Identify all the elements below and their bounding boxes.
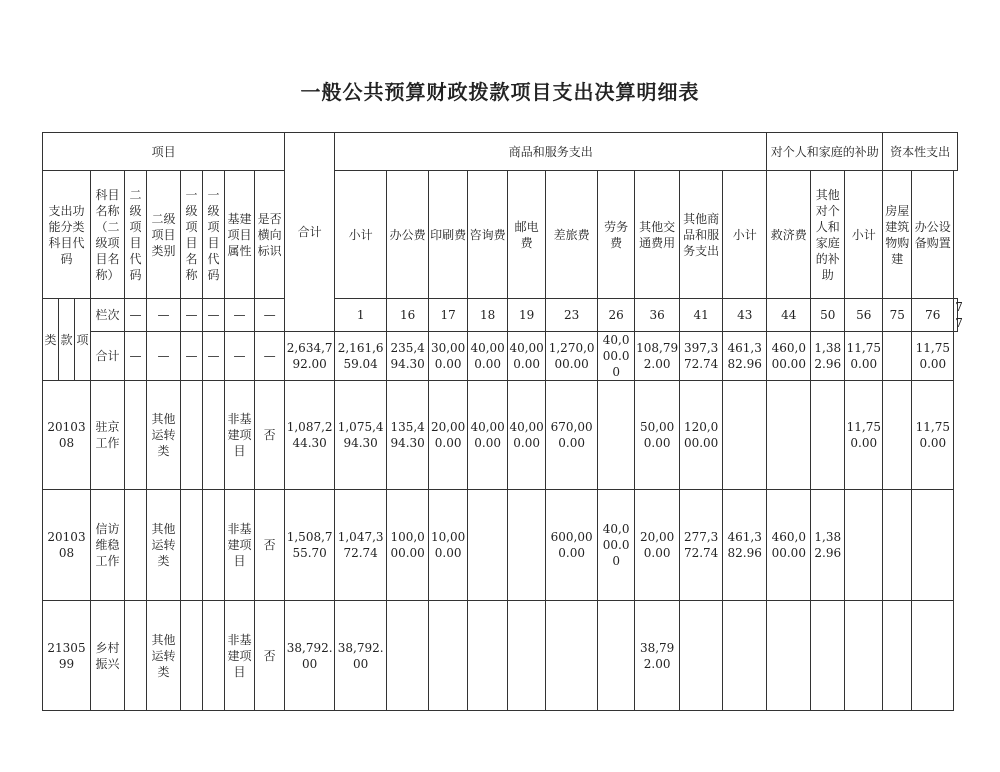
- dash-cell: —: [181, 332, 203, 381]
- header-labor-fee: 劳务费: [598, 171, 635, 299]
- total-cell: 2,161,659.04: [335, 332, 387, 381]
- total-cell: 30,000.00: [429, 332, 468, 381]
- column-index: 23: [546, 299, 598, 332]
- dash-cell: —: [147, 332, 181, 381]
- level2-type-cell: 其他运转类: [147, 490, 181, 601]
- total-row-label: 合计: [91, 332, 125, 381]
- build-attr-cell: 非基建项目: [225, 381, 255, 490]
- header-other-goods: 其他商品和服务支出: [680, 171, 723, 299]
- group-goods-services: 商品和服务支出: [335, 133, 767, 171]
- column-index: 43: [723, 299, 767, 332]
- header-capital-subtotal: 小计: [845, 171, 883, 299]
- empty-cell: [203, 601, 225, 711]
- value-cell: 20,000.00: [429, 381, 468, 490]
- column-index: —: [255, 299, 285, 332]
- empty-cell: [181, 601, 203, 711]
- header-relief-fee: 救济费: [767, 171, 811, 299]
- value-cell: 11,750.00: [845, 381, 883, 490]
- value-cell: 38,792.00: [285, 601, 335, 711]
- empty-cell: [181, 381, 203, 490]
- header-travel-fee: 差旅费: [546, 171, 598, 299]
- column-index: 56: [845, 299, 883, 332]
- group-capital: 资本性支出: [883, 133, 958, 171]
- total-cell: 11,750.00: [912, 332, 954, 381]
- value-cell: 40,000.00: [598, 490, 635, 601]
- value-cell: 670,000.00: [546, 381, 598, 490]
- column-index: 76: [912, 299, 954, 332]
- value-cell: 11,750.00: [912, 381, 954, 490]
- column-index: 36: [635, 299, 680, 332]
- header-build-attr: 基建项目属性: [225, 171, 255, 299]
- value-cell: 38,792.00: [635, 601, 680, 711]
- sub-header-kuan: 款: [59, 299, 75, 381]
- value-cell: [883, 490, 912, 601]
- value-cell: [845, 601, 883, 711]
- table-row: [43, 381, 958, 490]
- header-total: 合计: [285, 133, 335, 332]
- total-cell: 397,372.74: [680, 332, 723, 381]
- value-cell: [811, 381, 845, 490]
- page-title: 一般公共预算财政拨款项目支出决算明细表: [300, 80, 700, 104]
- value-cell: 40,000.00: [468, 381, 508, 490]
- header-other-personal: 其他对个人和家庭的补助: [811, 171, 845, 299]
- value-cell: 1,508,755.70: [285, 490, 335, 601]
- horizontal-cell: 否: [255, 381, 285, 490]
- header-level1-name: 一级项目名称: [181, 171, 203, 299]
- total-cell: 1,382.96: [811, 332, 845, 381]
- total-cell: 40,000.00: [598, 332, 635, 381]
- value-cell: [546, 601, 598, 711]
- column-index: —: [203, 299, 225, 332]
- dash-cell: —: [203, 332, 225, 381]
- dash-cell: —: [255, 332, 285, 381]
- sub-header-lei: 类: [43, 299, 59, 381]
- func-code-cell: 2010308: [43, 490, 91, 601]
- column-index: 1: [335, 299, 387, 332]
- subject-name-cell: 乡村振兴: [91, 601, 125, 711]
- column-index: 50: [811, 299, 845, 332]
- value-cell: 461,382.96: [723, 490, 767, 601]
- dash-cell: —: [125, 332, 147, 381]
- total-cell: 235,494.30: [387, 332, 429, 381]
- header-func-code: 支出功能分类科目代码: [43, 171, 91, 299]
- header-postal-fee: 邮电费: [508, 171, 546, 299]
- value-cell: 1,075,494.30: [335, 381, 387, 490]
- value-cell: 1,087,244.30: [285, 381, 335, 490]
- column-index: 41: [680, 299, 723, 332]
- column-index-label: 栏次: [91, 299, 125, 332]
- header-goods-subtotal: 小计: [335, 171, 387, 299]
- value-cell: 120,000.00: [680, 381, 723, 490]
- table-row: [43, 490, 958, 601]
- empty-cell: [125, 601, 147, 711]
- column-index: 26: [598, 299, 635, 332]
- header-level2-type: 二级项目类别: [147, 171, 181, 299]
- value-cell: [468, 490, 508, 601]
- value-cell: 1,047,372.74: [335, 490, 387, 601]
- total-cell: 2,634,792.00: [285, 332, 335, 381]
- build-attr-cell: 非基建项目: [225, 601, 255, 711]
- value-cell: 40,000.00: [508, 381, 546, 490]
- header-personal-subtotal: 小计: [723, 171, 767, 299]
- total-cell: 40,000.00: [508, 332, 546, 381]
- header-office-fee: 办公费: [387, 171, 429, 299]
- value-cell: [883, 601, 912, 711]
- header-level1-code: 一级项目代码: [203, 171, 225, 299]
- column-index: 44: [767, 299, 811, 332]
- value-cell: [508, 490, 546, 601]
- value-cell: [723, 601, 767, 711]
- build-attr-cell: 非基建项目: [225, 490, 255, 601]
- value-cell: [912, 490, 954, 601]
- horizontal-cell: 否: [255, 490, 285, 601]
- total-cell: 1,270,000.00: [546, 332, 598, 381]
- value-cell: [912, 601, 954, 711]
- column-index: —: [147, 299, 181, 332]
- func-code-cell: 2010308: [43, 381, 91, 490]
- value-cell: 100,000.00: [387, 490, 429, 601]
- table-row-total: [43, 332, 958, 381]
- value-cell: [468, 601, 508, 711]
- level2-type-cell: 其他运转类: [147, 381, 181, 490]
- value-cell: [429, 601, 468, 711]
- empty-cell: [181, 490, 203, 601]
- subject-name-cell: 信访维稳工作: [91, 490, 125, 601]
- value-cell: [598, 601, 635, 711]
- value-cell: [680, 601, 723, 711]
- dash-cell: —: [225, 332, 255, 381]
- header-house-build: 房屋建筑物购建: [883, 171, 912, 299]
- column-index: 19: [508, 299, 546, 332]
- value-cell: [883, 381, 912, 490]
- horizontal-cell: 否: [255, 601, 285, 711]
- value-cell: 38,792.00: [335, 601, 387, 711]
- expenditure-table: [42, 132, 963, 711]
- empty-cell: [203, 381, 225, 490]
- header-subject-name: 科目名称（二级项目名称）: [91, 171, 125, 299]
- column-index: 17: [429, 299, 468, 332]
- column-index: 75: [883, 299, 912, 332]
- value-cell: [767, 381, 811, 490]
- header-printing-fee: 印刷费: [429, 171, 468, 299]
- empty-cell: [125, 381, 147, 490]
- total-cell: 461,382.96: [723, 332, 767, 381]
- column-index: —: [181, 299, 203, 332]
- level2-type-cell: 其他运转类: [147, 601, 181, 711]
- value-cell: 10,000.00: [429, 490, 468, 601]
- group-project: 项目: [43, 133, 285, 171]
- total-cell: 108,792.00: [635, 332, 680, 381]
- group-personal-subsidy: 对个人和家庭的补助: [767, 133, 883, 171]
- total-cell: 11,750.00: [845, 332, 883, 381]
- value-cell: [387, 601, 429, 711]
- func-code-cell: 2130599: [43, 601, 91, 711]
- value-cell: [811, 601, 845, 711]
- value-cell: 460,000.00: [767, 490, 811, 601]
- empty-cell: [203, 490, 225, 601]
- sub-header-xiang: 项: [75, 299, 91, 381]
- subject-name-cell: 驻京工作: [91, 381, 125, 490]
- column-index: —: [225, 299, 255, 332]
- value-cell: [598, 381, 635, 490]
- header-consulting-fee: 咨询费: [468, 171, 508, 299]
- value-cell: [767, 601, 811, 711]
- header-horizontal: 是否横向标识: [255, 171, 285, 299]
- total-cell: 40,000.00: [468, 332, 508, 381]
- empty-cell: [125, 490, 147, 601]
- value-cell: 1,382.96: [811, 490, 845, 601]
- value-cell: [508, 601, 546, 711]
- column-index: 18: [468, 299, 508, 332]
- value-cell: [723, 381, 767, 490]
- value-cell: 50,000.00: [635, 381, 680, 490]
- header-transport-fee: 其他交通费用: [635, 171, 680, 299]
- value-cell: 277,372.74: [680, 490, 723, 601]
- total-cell: 460,000.00: [767, 332, 811, 381]
- column-index: —: [125, 299, 147, 332]
- column-index: 16: [387, 299, 429, 332]
- header-office-equipment: 办公设备购置: [912, 171, 954, 299]
- total-cell: [883, 332, 912, 381]
- value-cell: 600,000.00: [546, 490, 598, 601]
- header-level2-code: 二级项目代码: [125, 171, 147, 299]
- table-row: [43, 601, 958, 711]
- value-cell: [845, 490, 883, 601]
- value-cell: 20,000.00: [635, 490, 680, 601]
- value-cell: 135,494.30: [387, 381, 429, 490]
- column-index: 77: [955, 300, 963, 330]
